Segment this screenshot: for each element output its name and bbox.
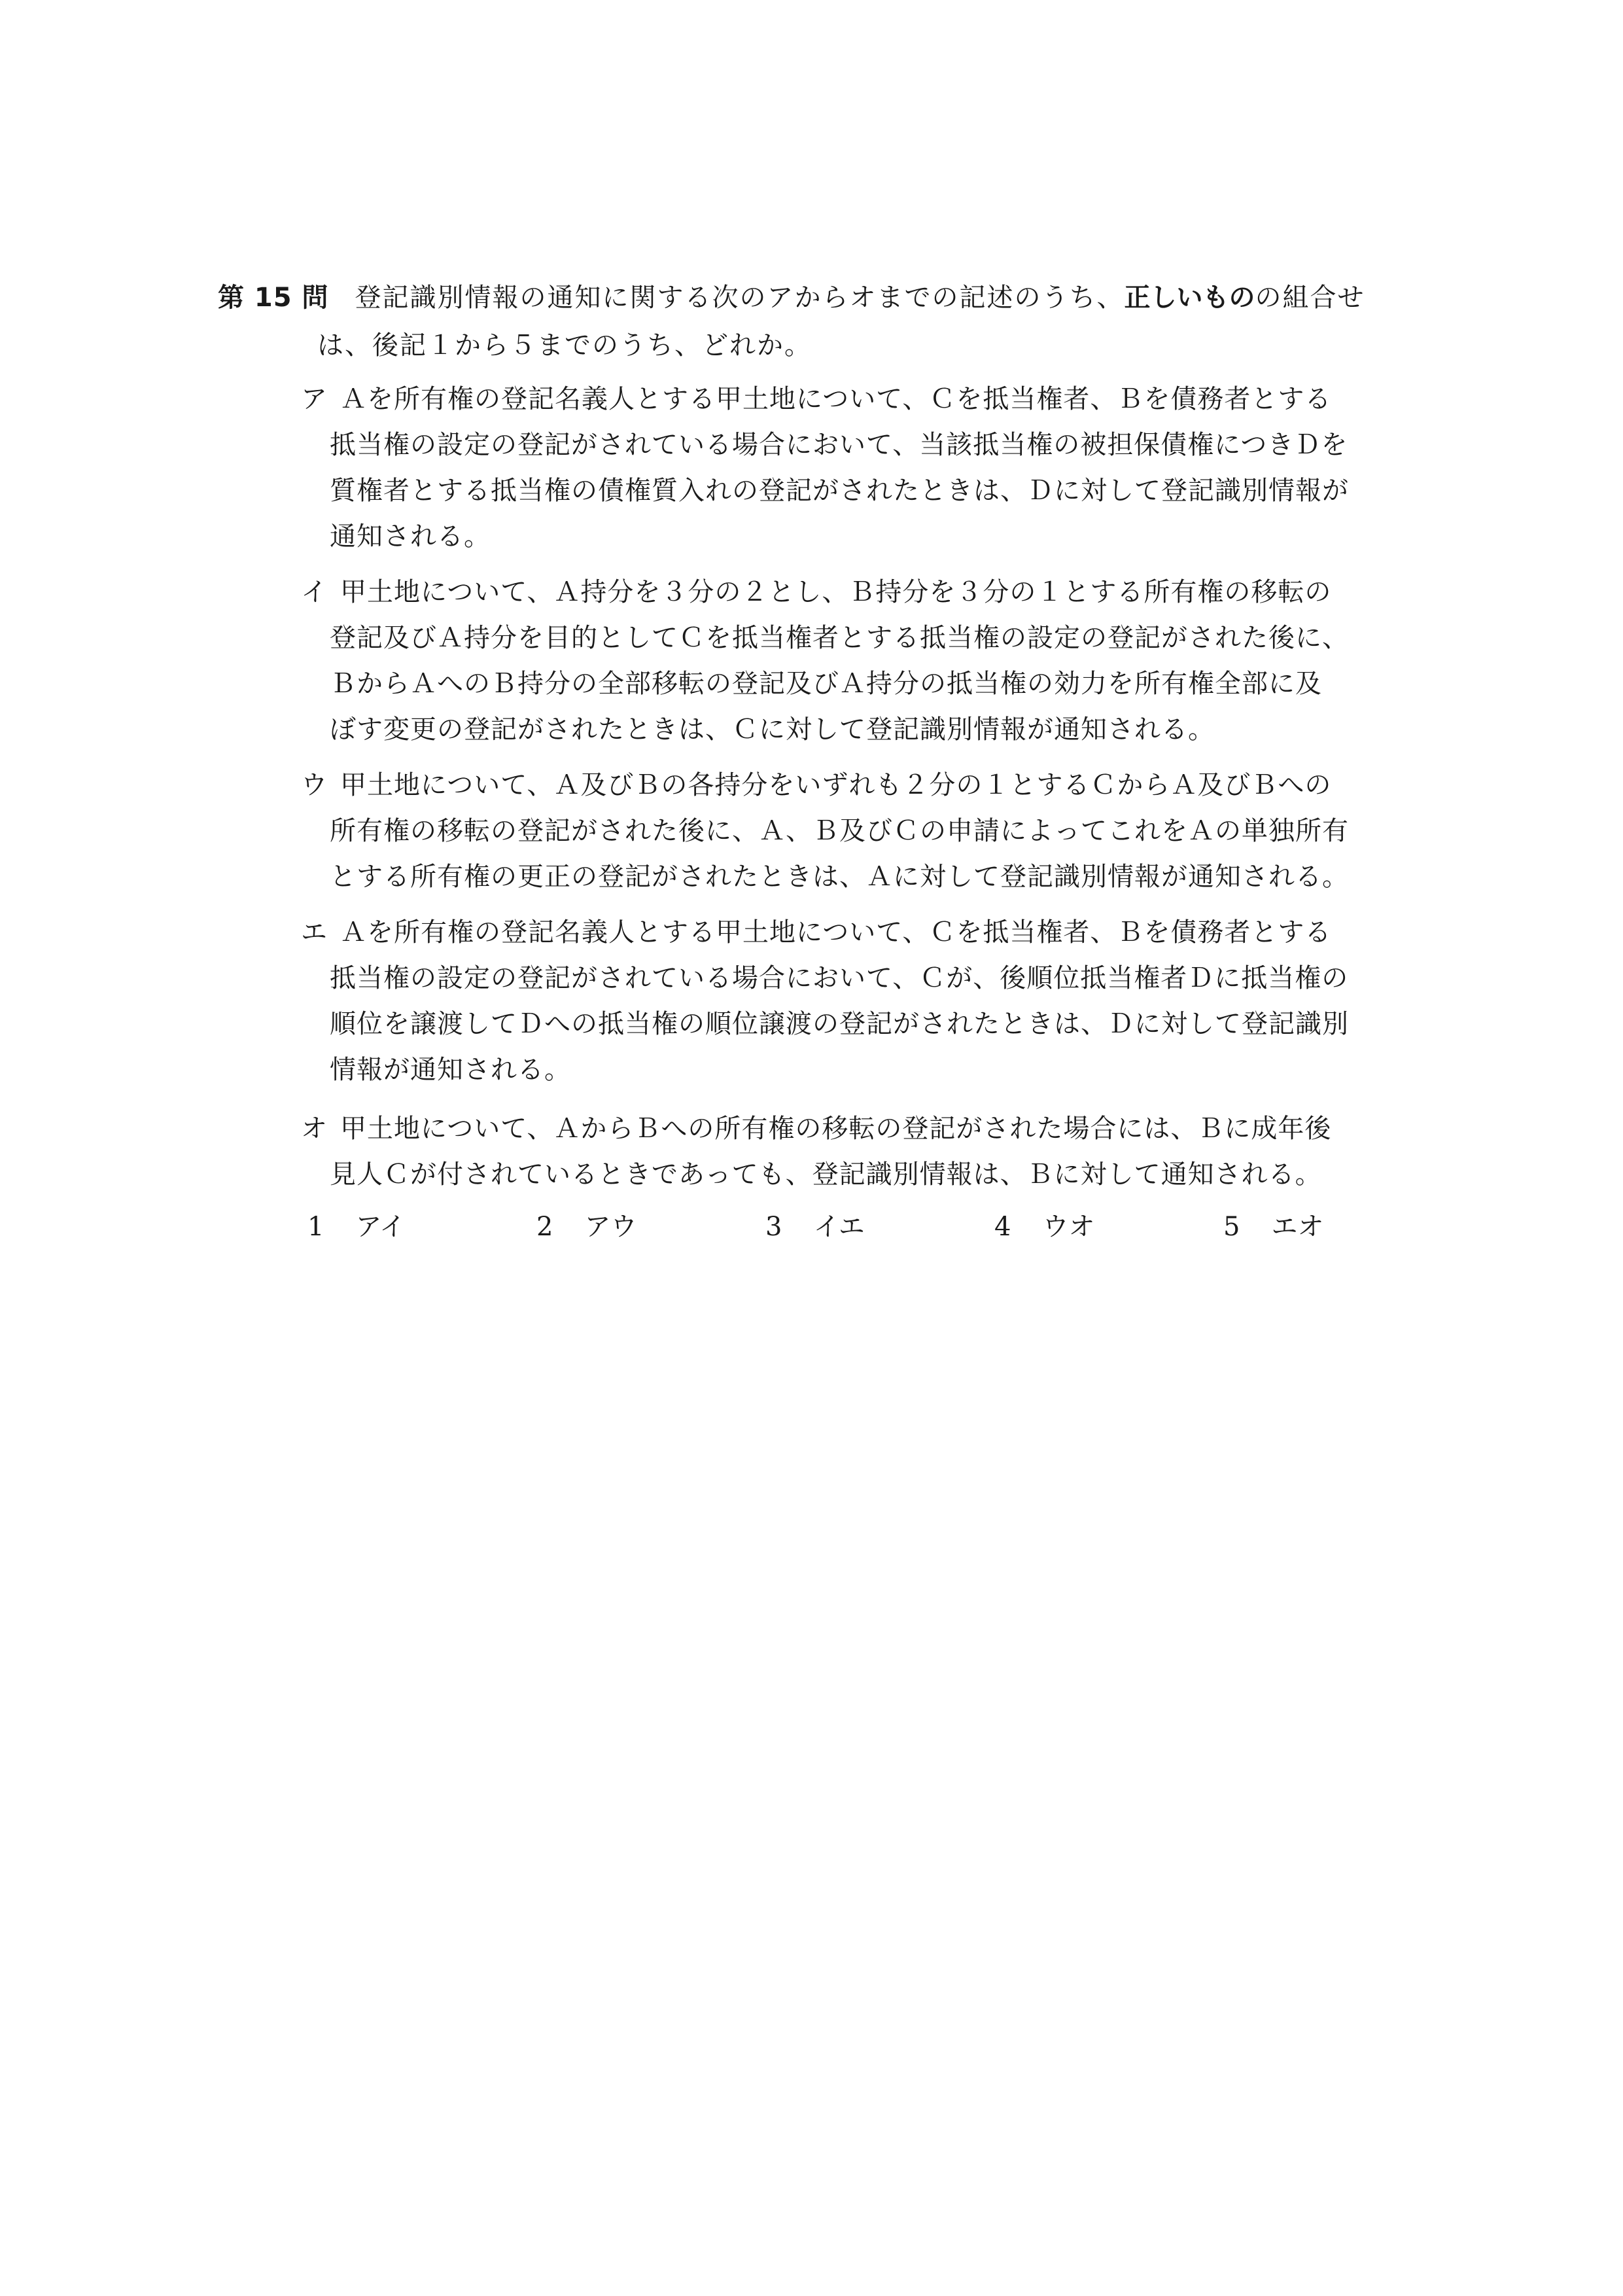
choice-label: アイ bbox=[355, 1212, 406, 1242]
question-emphasis: 正しいもの bbox=[1124, 283, 1255, 313]
statement-line: 抵当権の設定の登記がされている場合において、当該抵当権の被担保債権につきＤを bbox=[330, 430, 1348, 460]
statement-mark: エ bbox=[301, 917, 327, 947]
choice-3 bbox=[765, 1204, 865, 1250]
statement-mark: オ bbox=[301, 1114, 327, 1144]
statement-line: 所有権の移転の登記がされた後に、Ａ、Ｂ及びＣの申請によってこれをＡの単独所有 bbox=[330, 816, 1349, 846]
question-continuation: は、後記１から５までのうち、どれか。 bbox=[317, 330, 812, 361]
statement-line: とする所有権の更正の登記がされたときは、Ａに対して登記識別情報が通知される。 bbox=[330, 862, 1349, 892]
statement-line: Ａを所有権の登記名義人とする甲土地について、Ｃを抵当権者、Ｂを債務者とする bbox=[340, 917, 1332, 947]
choice-label: ウオ bbox=[1042, 1212, 1095, 1242]
statement-line: 通知される。 bbox=[330, 521, 491, 552]
statement-e bbox=[301, 910, 1420, 1093]
choice-number: 4 bbox=[994, 1212, 1011, 1242]
choice-4 bbox=[994, 1204, 1094, 1250]
statement-line: Ａを所有権の登記名義人とする甲土地について、Ｃを抵当権者、Ｂを債務者とする bbox=[340, 384, 1332, 414]
question-number: 第 15 問 bbox=[218, 283, 329, 313]
choice-label: イエ bbox=[813, 1212, 865, 1242]
choice-number: 1 bbox=[307, 1212, 324, 1242]
statement-line: 甲土地について、Ａ持分を３分の２とし、Ｂ持分を３分の１とする所有権の移転の bbox=[340, 577, 1332, 607]
question-text-before: 登記識別情報の通知に関する次のアからオまでの記述のうち、 bbox=[355, 283, 1125, 313]
statement-line: 順位を譲渡してＤへの抵当権の順位譲渡の登記がされたときは、Ｄに対して登記識別 bbox=[330, 1009, 1349, 1039]
choice-number: 2 bbox=[536, 1212, 553, 1242]
statement-i bbox=[301, 569, 1420, 752]
statement-o bbox=[301, 1106, 1420, 1197]
question-heading bbox=[218, 275, 1415, 321]
choice-1 bbox=[307, 1204, 406, 1250]
statement-line: 情報が通知される。 bbox=[330, 1055, 571, 1085]
statement-line: ＢからＡへのＢ持分の全部移転の登記及びＡ持分の抵当権の効力を所有権全部に及 bbox=[330, 669, 1322, 699]
choice-label: アウ bbox=[584, 1212, 637, 1242]
statement-line: 見人Ｃが付されているときであっても、登記識別情報は、Ｂに対して通知される。 bbox=[330, 1159, 1322, 1190]
statement-line: 甲土地について、Ａ及びＢの各持分をいずれも２分の１とするＣからＡ及びＢへの bbox=[340, 770, 1332, 800]
statement-line: 甲土地について、ＡからＢへの所有権の移転の登記がされた場合には、Ｂに成年後 bbox=[340, 1114, 1332, 1144]
choice-2 bbox=[536, 1204, 637, 1250]
statement-line: 登記及びＡ持分を目的としてＣを抵当権者とする抵当権の設定の登記がされた後に、 bbox=[330, 623, 1349, 653]
choice-5 bbox=[1223, 1204, 1323, 1250]
choice-label: エオ bbox=[1271, 1212, 1324, 1242]
choice-number: 3 bbox=[765, 1212, 782, 1242]
statement-mark: ウ bbox=[301, 770, 327, 800]
statement-mark: イ bbox=[301, 577, 327, 607]
statement-line: 抵当権の設定の登記がされている場合において、Ｃが、後順位抵当権者Ｄに抵当権の bbox=[330, 963, 1349, 993]
statement-line: 質権者とする抵当権の債権質入れの登記がされたときは、Ｄに対して登記識別情報が bbox=[330, 476, 1349, 506]
statement-u bbox=[301, 762, 1420, 900]
choice-number: 5 bbox=[1223, 1212, 1240, 1242]
statement-mark: ア bbox=[301, 384, 327, 414]
statement-a bbox=[301, 376, 1420, 559]
statement-line: ぼす変更の登記がされたときは、Ｃに対して登記識別情報が通知される。 bbox=[330, 715, 1215, 745]
question-text-after: の組合せ bbox=[1255, 283, 1365, 313]
